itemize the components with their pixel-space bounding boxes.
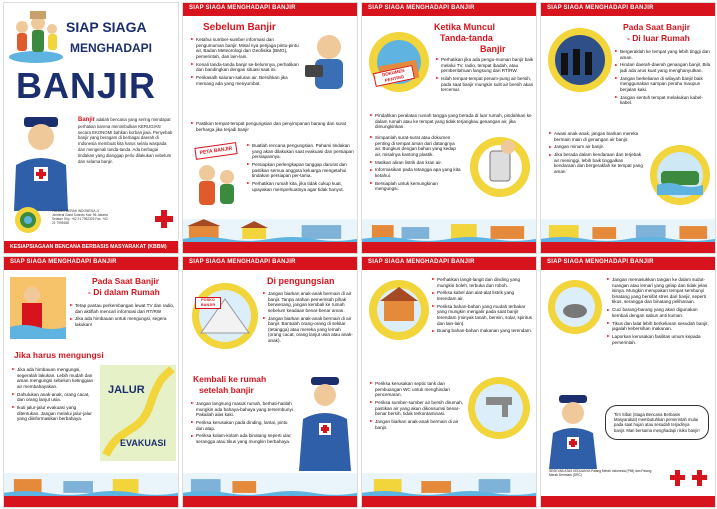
- list-item: Ikuti jalur-jalur evakuasi yang ditentukan. Jangan melalui jalur-jalur yang diinformasikan berbahaya.: [12, 405, 98, 422]
- cover-title-banjir: BANJIR: [16, 65, 157, 106]
- list-item: Perhatikan langit-langit dan dinding yang mungkin boleh, terbuka dan roboh.: [432, 277, 534, 288]
- water-tap-illustration: [466, 375, 532, 441]
- list-item: Perhatikan jika ada pengu-muman banjir baik melalui TV, radio, tempat ibadah, atau pemberitahuan langsung dari RT/RW.: [436, 57, 534, 74]
- posko-banjir-sign: POSKO BANJIR: [195, 297, 221, 309]
- list-item: Periksa bahan-bahan yang mudah terbakar yang mungkin mengalir pada saat banjir terendam (minyak tanah, bensin, solar, spiritus dan lain-lain).: [432, 304, 534, 326]
- sebelum-list-top: [191, 37, 303, 88]
- bottom-band: [183, 242, 357, 253]
- heading-luar-2: - Di luar Rumah: [627, 33, 690, 43]
- list-item: Jika ada himbauan untuk mengungsi, segera lakukan!: [70, 316, 176, 327]
- cover-intro: [78, 117, 174, 164]
- list-item: Pastikan tempat-tempat pengungsian dan penyimpanan barang dan surat berharga jika terjadi banjir: [191, 121, 353, 132]
- posko-tent-illustration: [189, 281, 261, 351]
- top-band: [362, 257, 536, 270]
- akhir-list: [607, 277, 713, 347]
- family-planning-illustration: [191, 159, 243, 209]
- list-item: Periksa kerusakan pada dinding, lantai, pintu dan atap.: [191, 420, 295, 431]
- list-item: Jangan minum air banjir.: [549, 144, 645, 150]
- jalur-label: JALUR: [108, 384, 145, 396]
- heading-sebelum: Sebelum Banjir: [203, 22, 276, 33]
- list-item: Dahulukan anak-anak, orang cacat, dan orang lanjut usia.: [12, 392, 98, 403]
- heading-jika-mengungsi: Jika harus mengungsi: [14, 350, 104, 360]
- list-item: Perhatikan rumah kita, jika tidak cukup kuat, upayakan memperkuatnya agar tidak hanyut.: [247, 181, 355, 192]
- list-item: Jangan sentuh tempat melakukan kabel-kabel.: [615, 95, 713, 106]
- top-band: [4, 257, 178, 270]
- red-cross-logo: [669, 469, 709, 487]
- tanda-list-mid: [370, 113, 534, 132]
- top-band: [183, 3, 357, 16]
- list-item: Cuci barang-barang yang akan digunakan kembali dengan sabun anti kuman.: [607, 307, 713, 318]
- list-item: Tikus dan lalat lebih berkeliaran sesudah banjir, jagalah kebersihan makanan.: [607, 321, 713, 332]
- pmi-cross-logo: [154, 209, 174, 229]
- cover-family-illustration: [8, 9, 64, 63]
- list-item: Jika berada dalam kendaraan dan terjebak air meninggi, lebih baik tinggalkan kendaraan dan bergeraklah ke tempat yang aman: [549, 152, 645, 174]
- setelah-list-bottom: [370, 381, 464, 432]
- band-label: SIAP SIAGA MENGHADAPI BANJIR: [189, 259, 296, 265]
- list-item: Buang bahan-bahan makanan yang terendam.: [432, 328, 534, 334]
- heading-dalam-1: Pada Saat Banjir: [92, 276, 160, 286]
- top-band: [541, 3, 715, 16]
- kembali-list: [191, 401, 295, 447]
- list-item: Jangan langsung masuk rumah, berhati-hatilah mungkin ada bahaya-bahaya yang tersembunyi. Pakailah alas kaki.: [191, 401, 295, 418]
- house-damage-illustration: [368, 277, 430, 343]
- list-item: Informasikan pada tetangga apa yang kita ketahui.: [370, 167, 462, 178]
- list-item: Jangan berkeliaran di wilayah banjir baik menggunakan sampan perahu maupun berjalan kaki.: [615, 76, 713, 93]
- panel-dalam-rumah: [3, 256, 179, 508]
- cover-panel: [3, 2, 179, 254]
- list-item: Bersiaplah untuk kemungkinan mengungsi.: [370, 181, 462, 192]
- panel-akhir: [540, 256, 716, 508]
- pmi-address: PALANG MERAH INDONESIA Jl. Jenderal Gatot Subroto Kav. 96 Jakarta Selatan Telp. +62 21 7992325 Fax. +62 21 7995188: [52, 209, 108, 225]
- cover-title-line2: MENGHADAPI: [70, 41, 153, 55]
- list-item: Laporkan kerusakan fasilitas umum kepada pemerintah.: [607, 334, 713, 345]
- band-label: SIAP SIAGA MENGHADAPI BANJIR: [547, 259, 654, 265]
- panel-setelah-banjir: [361, 256, 537, 508]
- evakuasi-label: EVAKUASI: [120, 438, 166, 448]
- dokumen-penting-label: DOKUMEN PENTING: [373, 65, 415, 87]
- panel-tanda-banjir: [361, 2, 537, 254]
- heading-dalam-2: - Di dalam Rumah: [88, 287, 160, 297]
- bottom-band: [4, 496, 178, 507]
- volunteer-illustration: [545, 393, 601, 469]
- pengungsian-list: [263, 291, 355, 346]
- bottom-band: [541, 496, 715, 507]
- credit-text: SESEYAB ATAS KEDUANYA Palang Merah Indonesia (PMI) dan Palang Merah Denmark (DRC): [549, 469, 652, 477]
- tanda-list-left: [370, 135, 462, 194]
- heading-tanda-1: Ketika Muncul: [434, 22, 496, 32]
- radio-listener-illustration: [303, 31, 355, 93]
- setelah-list-top: [432, 277, 534, 336]
- bottom-band: [541, 242, 715, 253]
- band-label: SIAP SIAGA MENGHADAPI BANJIR: [368, 5, 475, 11]
- band-label: SIAP SIAGA MENGHADAPI BANJIR: [10, 259, 117, 265]
- band-label: SIAP SIAGA MENGHADAPI BANJIR: [368, 259, 475, 265]
- rat-warning-illustration: [547, 277, 603, 337]
- tanda-list-top: [436, 57, 534, 95]
- cover-title-line1: SIAP SIAGA: [66, 19, 147, 35]
- list-item: Perikasalh saluran-saluran air. Bersihkan jika memang ada yang menyumbat.: [191, 75, 303, 86]
- cover-footer: KESIAPSIAGAAN BENCANA BERBASIS MASYARAKAT (KBBM): [4, 241, 178, 253]
- list-item: Tetap pantau perkembangan lewat TV dan radio, dan aktiflah mencari informasi dari RT/RW: [70, 303, 176, 314]
- list-item: Jangan memasukkan tangan ke dalam sudut-ruangan atau lemari yang gelap dan tidak jelas isinya. Mungkin merupakan tempat sembunyi binatang yang bersifat stres dari banjir, seperti tikus, serangga dan binatang peliharaan.: [607, 277, 713, 305]
- people-flood-illustration: [10, 277, 66, 339]
- list-item: Periksa sumber-sumber air bersih dirumah, pastikan air yang akan dikonsumsi benar-benar bersih, tidak terkontaminasi.: [370, 400, 464, 417]
- list-item: Pindahkan peralatan rumah tangga yang berada di luar rumah, pindahkan ke dalam rumah atau ke tempat yang tidak terjangkau genangan air, jika dimungkinkan.: [370, 113, 534, 130]
- switch-off-illustration: [468, 131, 532, 209]
- luar-list-top: [615, 49, 713, 108]
- list-item: Ketahui sumber-sumber informasi dan pengumuman banjir. Misal nya penjaga pintu-pintu air, Badan Meteorologi dan Geofisika (BMG), pemerintah, dan lain-lain.: [191, 37, 303, 59]
- evacuation-crowd-illustration: [547, 25, 613, 95]
- list-item: Kenali tanda-tanda banjir se-belumnya, perhatikan dan bandingkan dengan situasi saat ini.: [191, 62, 303, 73]
- list-item: Isilah tempat-tempat penam-pung air bersih, pada saat banjir mungkin sulit air bersih akan tercemar.: [436, 76, 534, 93]
- heading-kembali-1: Kembali ke rumah: [193, 374, 267, 384]
- peta-banjir-sign: PETA BANJIR: [194, 142, 237, 160]
- sebelum-list-right: [247, 143, 355, 194]
- list-item: Jangan biarkan anak-anak bermain di air banjir. Bantulah orang-orang di sekitar (tetangga) atau mereka yang lemah (orang cacat, orang lanjut usia atau anak-anak).: [263, 316, 355, 344]
- list-item: Awasi anak-anak, jangan biarkan mereka bermain main di genangan air banjir.: [549, 131, 645, 142]
- bottom-band: [183, 496, 357, 507]
- volunteer-illustration: [6, 115, 76, 211]
- sebelum-list-mid: [191, 121, 353, 134]
- heading-tanda-2: Tanda-tanda: [440, 33, 493, 43]
- band-label: SIAP SIAGA MENGHADAPI BANJIR: [547, 5, 654, 11]
- list-item: Jika ada himbauan mengungsi, segeralah lakukan. Lebih mudah dan aman mengungsi sebelum ketinggian air membahayakan.: [12, 367, 98, 389]
- car-in-flood-illustration: [647, 143, 713, 207]
- list-item: Persiapkan perlengkapan tanggap darurat dan pastikan semua anggota keluarga mengetahui tindakan persiapan per-tama.: [247, 162, 355, 179]
- list-item: Jangan biarkan anak-anak bermain di air banjir. Tanpa arahan pemerintah pihak berwenang, jangan kembali ke rumah sebelum keadaan benar-benar aman.: [263, 291, 355, 313]
- volunteer-illustration: [295, 375, 355, 471]
- kbbm-logo: [10, 205, 46, 235]
- bottom-band: [362, 496, 536, 507]
- top-band: [362, 3, 536, 16]
- heading-tanda-3: Banjir: [480, 44, 506, 54]
- cover-intro-text: adalah bencana yang sering mendapat perhatian karena menimbulkan KERUGIAN secara EKONOMI bahkan korban jiwa. Penyebab banjir yang beragam di berbagai daerah di Indonesia membuat kita harus selalu waspada dan mengenali tanda-tanda. Ada berbagai tindakan yang dianggap perlu dilakukan sebelum dan selama banjir.: [78, 117, 173, 164]
- list-item: Simpanlah surat-surat atau dokumen penting di tempat aman dari datangnya air. Bungkus dengan bahan yang kedap air, misalnya kantong plastik.: [370, 135, 462, 157]
- list-item: Hindari daerah-daerah genangan banjir. Bila jadi ada arus kuat yang menghanyutkan.: [615, 62, 713, 73]
- list-item: Jangan biarkan anak-anak bermain di air banjir.: [370, 419, 464, 430]
- list-item: Periksa kabel dan alat-alat listrik yang terendam air.: [432, 290, 534, 301]
- heading-kembali-2: setelah banjir: [199, 385, 254, 395]
- list-item: Periksa kolam-kolam ada binatang seperti ular, serangga atau tikus yang mungkin berbahaya.: [191, 433, 295, 444]
- panel-luar-rumah: [540, 2, 716, 254]
- cover-intro-lead: Banjir: [78, 117, 96, 123]
- list-item: Matikan aliran listrik dan kran air.: [370, 160, 462, 166]
- panel-pengungsian: [182, 256, 358, 508]
- list-item: Bergeraklah ke tempat yang lebih tinggi dan aman.: [615, 49, 713, 60]
- panel-sebelum-banjir: [182, 2, 358, 254]
- heading-luar-1: Pada Saat Banjir: [623, 22, 691, 32]
- heading-pengungsian: Di pengungsian: [267, 276, 335, 286]
- speech-bubble: Tim Sibat (Siaga Bencana Berbasis Masyarakat) membutuhkan pemerintah mulai pada saat hujan atau sesudah terjadinya banjir. Mari bersama menghadapi risiko banjir!: [605, 405, 709, 440]
- dalam-list: [70, 303, 176, 330]
- list-item: Buatlah rencana pengungsian. Pahami tindakan yang akan dilakukan saat evakuasi dan persiapan persiapannya.: [247, 143, 355, 160]
- bottom-band: [362, 242, 536, 253]
- list-item: Periksa kerusakan septic tank dan pembuangan WC untuk menghindari pencemaran.: [370, 381, 464, 398]
- mengungsi-list: [12, 367, 98, 424]
- top-band: [183, 257, 357, 270]
- top-band: [541, 257, 715, 270]
- band-label: SIAP SIAGA MENGHADAPI BANJIR: [189, 5, 296, 11]
- luar-list-left: [549, 131, 645, 177]
